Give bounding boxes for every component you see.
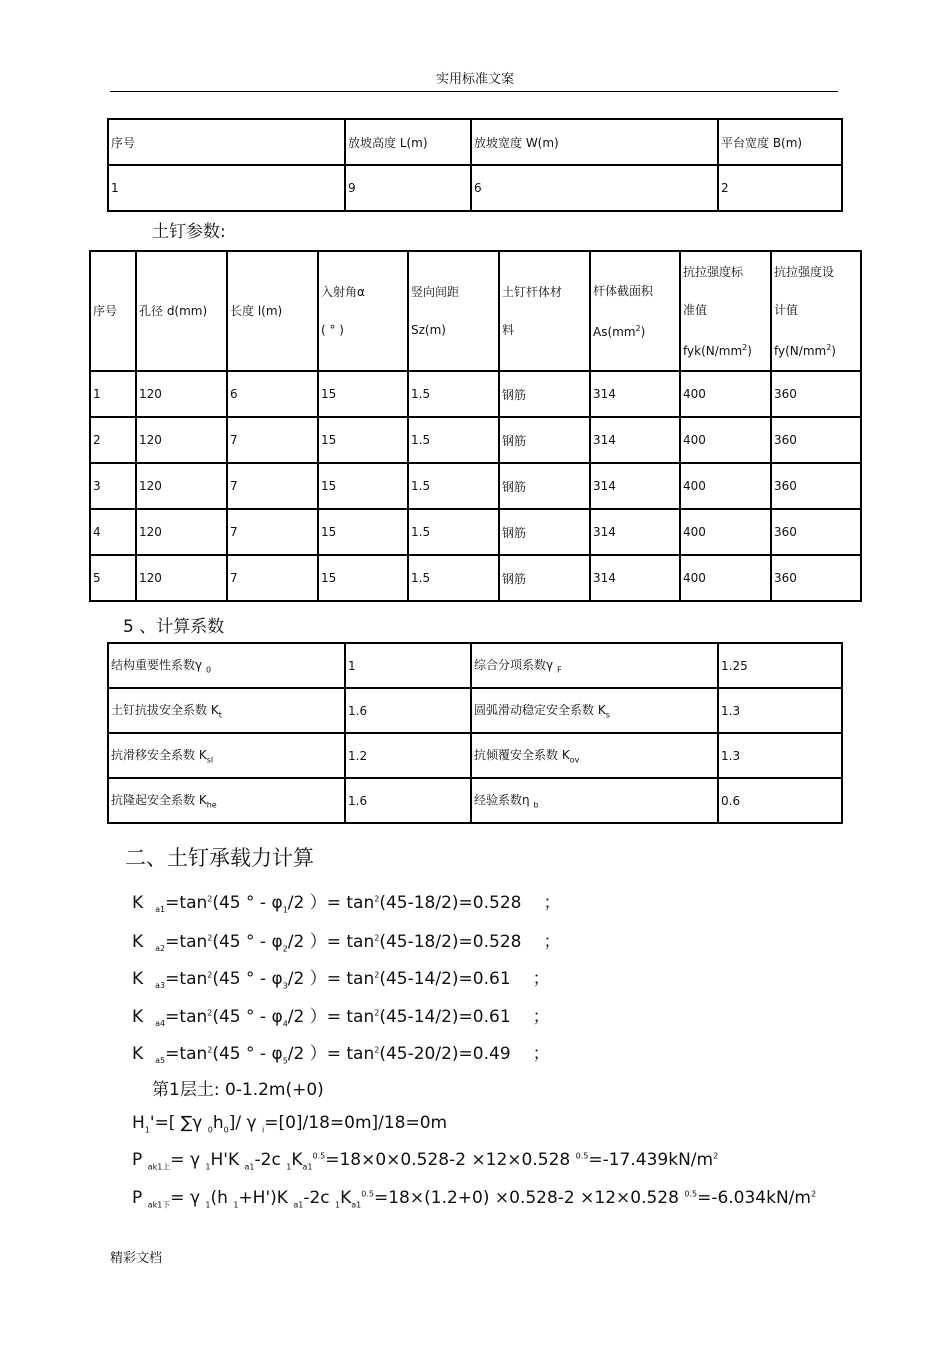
table-row <box>90 371 861 417</box>
table-cell: 314 <box>590 417 680 463</box>
table-cell: 400 <box>680 463 771 509</box>
coef-symbol: K <box>210 703 219 718</box>
formula-p1-top <box>132 1150 718 1172</box>
subscript: 5 <box>282 1056 288 1066</box>
table-header-cell: 长度 l(m) <box>227 251 318 371</box>
subscript: s <box>605 710 610 720</box>
superscript: 0.5 <box>684 1189 698 1199</box>
table-cell: 15 <box>318 555 408 601</box>
table-cell: 120 <box>136 509 227 555</box>
formula-part: =-17.439kN/m <box>588 1150 714 1170</box>
table-cell: 7 <box>227 509 318 555</box>
subscript: a3 <box>155 981 166 991</box>
superscript: 2 <box>742 342 748 352</box>
table-cell: 1.3 <box>718 733 842 778</box>
subscript: 1 <box>205 1162 211 1172</box>
table-cell: 360 <box>771 463 861 509</box>
formula-part: P <box>132 1188 143 1208</box>
coef-symbol: K <box>198 748 207 763</box>
subscript: 1 <box>205 1200 211 1210</box>
table-cell: 1.2 <box>345 733 471 778</box>
superscript: 0.5 <box>312 1151 326 1161</box>
table-cell <box>108 643 345 688</box>
superscript: 2 <box>713 1151 719 1161</box>
ka-formula <box>132 1039 550 1065</box>
formula-part: ； <box>532 1007 550 1027</box>
table-cell: 1.5 <box>408 555 499 601</box>
header-text: fy(N/mm <box>774 343 827 358</box>
subscript: a2 <box>155 944 166 954</box>
formula-part: (45-18/2)=0.528 <box>379 932 522 952</box>
coef-label: 抗滑移安全系数 <box>111 748 196 763</box>
table-cell: 1.3 <box>718 688 842 733</box>
formula-part: ； <box>532 969 550 989</box>
page-header: 实用标准文案 <box>435 72 514 87</box>
subscript: a1 <box>293 1200 304 1210</box>
subscript: F <box>556 665 562 675</box>
formula-part: /2 ）= tan <box>287 932 375 952</box>
subscript: ov <box>569 755 580 765</box>
superscript: 2 <box>374 933 380 943</box>
table-cell: 120 <box>136 371 227 417</box>
subscript: 1 <box>144 1125 150 1135</box>
table-cell: 314 <box>590 463 680 509</box>
subscript: a1 <box>302 1162 313 1172</box>
superscript: 0.5 <box>361 1189 374 1199</box>
table-cell: 360 <box>771 509 861 555</box>
formula-part: (45 ° - φ <box>212 893 283 913</box>
superscript: 2 <box>374 1045 380 1055</box>
formula-h1 <box>132 1113 447 1134</box>
superscript: 2 <box>826 342 832 352</box>
table-header-cell: 平台宽度 B(m) <box>718 119 842 165</box>
table-cell <box>108 688 345 733</box>
table-cell <box>471 778 718 823</box>
formula-part: (45 ° - φ <box>212 969 283 989</box>
table-cell: 1 <box>345 643 471 688</box>
superscript: 2 <box>207 933 213 943</box>
coef-table <box>107 642 843 824</box>
subscript: 0 <box>207 1125 213 1135</box>
header-text: fyk(N/mm <box>683 343 743 358</box>
table-cell: 15 <box>318 509 408 555</box>
formula-part: K <box>132 932 144 952</box>
table-cell: 15 <box>318 371 408 417</box>
formula-part: =tan <box>165 932 208 952</box>
table-row <box>90 509 861 555</box>
formula-part: '=[ ∑γ <box>149 1113 208 1133</box>
table-row <box>108 778 842 823</box>
coef-label: 土钉抗拔安全系数 <box>111 703 208 718</box>
table-cell: 15 <box>318 417 408 463</box>
superscript: 2 <box>207 1008 213 1018</box>
formula-part: = γ <box>170 1150 206 1170</box>
formula-part: ； <box>543 932 561 952</box>
formula-part: =-6.034kN/m <box>697 1188 811 1208</box>
table-cell: 1.5 <box>408 463 499 509</box>
table-header-cell: 序号 <box>108 119 345 165</box>
coef-symbol: K <box>597 703 606 718</box>
table-cell: 钢筋 <box>499 417 590 463</box>
ka-formula <box>132 927 560 953</box>
table-cell: 5 <box>90 555 136 601</box>
header-text: 入射角α <box>321 285 365 299</box>
table-cell: 9 <box>345 165 471 211</box>
table-cell: 360 <box>771 371 861 417</box>
table-row <box>108 165 842 211</box>
table-cell: 1.5 <box>408 509 499 555</box>
table-cell: 314 <box>590 371 680 417</box>
superscript: 2 <box>207 894 213 904</box>
formula-part: K <box>132 1044 144 1064</box>
header-text: ) <box>640 324 646 339</box>
table-cell: 钢筋 <box>499 371 590 417</box>
table-header-cell <box>499 251 590 371</box>
header-rule <box>110 91 838 92</box>
coef-title: 5 、计算系数 <box>123 617 225 637</box>
formula-part: ； <box>532 1044 550 1064</box>
table-header-cell <box>680 251 771 371</box>
table-cell: 6 <box>227 371 318 417</box>
table-cell <box>108 733 345 778</box>
header-text: 抗拉强度设 <box>774 264 835 279</box>
formula-part: /2 ）= tan <box>287 1044 375 1064</box>
page-footer: 精彩文档 <box>110 1251 163 1266</box>
table-cell: 1.25 <box>718 643 842 688</box>
ka-formula <box>132 888 560 914</box>
table-header-cell <box>590 251 680 371</box>
table-header-cell <box>408 251 499 371</box>
slope-table <box>107 118 843 212</box>
formula-part: P <box>132 1150 143 1170</box>
header-text: 计值 <box>774 302 799 317</box>
header-text: ) <box>747 343 752 358</box>
table-row <box>108 119 842 165</box>
header-text: Sz(m) <box>411 323 446 337</box>
table-header-cell: 序号 <box>90 251 136 371</box>
table-cell: 360 <box>771 417 861 463</box>
subscript: 1 <box>233 1200 239 1210</box>
subscript: he <box>206 800 217 810</box>
table-cell: 120 <box>136 417 227 463</box>
ka-formula <box>132 1002 550 1028</box>
formula-part: -2c <box>303 1188 336 1208</box>
subscript: a1 <box>351 1200 362 1210</box>
table-row <box>108 643 842 688</box>
coef-label: 圆弧滑动稳定安全系数 <box>474 703 595 718</box>
superscript: 2 <box>374 894 380 904</box>
table-cell <box>471 643 718 688</box>
table-header-cell: 孔径 d(mm) <box>136 251 227 371</box>
table-cell: 7 <box>227 463 318 509</box>
subscript: i <box>261 1125 265 1135</box>
formula-part: K <box>132 969 144 989</box>
coef-label: 综合分项系数γ <box>474 658 554 673</box>
subscript: 0 <box>205 665 212 675</box>
subscript: ak1下 <box>147 1200 171 1210</box>
subscript: 1 <box>286 1162 292 1172</box>
superscript: 2 <box>374 970 380 980</box>
header-text: 杆体截面积 <box>593 283 654 298</box>
superscript: 2 <box>810 1189 817 1199</box>
coef-label: 经验系数η <box>474 793 530 808</box>
table-cell: 360 <box>771 555 861 601</box>
superscript: 2 <box>207 970 213 980</box>
formula-part: /2 ）= tan <box>287 969 375 989</box>
formula-part: -2c <box>254 1150 287 1170</box>
table-cell: 钢筋 <box>499 463 590 509</box>
table-cell: 1.5 <box>408 417 499 463</box>
table-header-row <box>90 251 861 371</box>
table-cell: 400 <box>680 371 771 417</box>
table-cell: 120 <box>136 463 227 509</box>
table-cell: 6 <box>471 165 718 211</box>
subscript: 1 <box>282 905 288 915</box>
subscript: 1 <box>335 1200 341 1210</box>
table-cell: 1.6 <box>345 688 471 733</box>
formula-part: =18×0×0.528-2 ×12×0.528 <box>325 1150 576 1170</box>
subscript: ak1上 <box>147 1162 171 1172</box>
table-cell: 120 <box>136 555 227 601</box>
subscript: a1 <box>155 905 166 915</box>
coef-label: 结构重要性系数γ <box>111 658 203 673</box>
table-cell: 314 <box>590 509 680 555</box>
header-text: ) <box>831 343 836 358</box>
table-cell: 1.6 <box>345 778 471 823</box>
formula-part: +H')K <box>238 1188 294 1208</box>
formula-part: (45-14/2)=0.61 <box>379 1007 511 1027</box>
subscript: 0 <box>223 1125 229 1135</box>
table-header-cell: 放坡高度 L(m) <box>345 119 471 165</box>
coef-symbol: K <box>198 793 207 808</box>
nail-table <box>89 250 862 602</box>
table-cell: 钢筋 <box>499 509 590 555</box>
table-cell: 1.5 <box>408 371 499 417</box>
table-header-cell: 放坡宽度 W(m) <box>471 119 718 165</box>
formula-part: (45-20/2)=0.49 <box>379 1044 511 1064</box>
header-text: 竖向间距 <box>411 285 460 299</box>
formula-part: =[0]/18=0m]/18=0m <box>264 1113 448 1133</box>
table-cell: 钢筋 <box>499 555 590 601</box>
formula-part: K <box>132 1007 144 1027</box>
subscript: b <box>533 800 539 810</box>
header-text: 抗拉强度标 <box>683 264 744 279</box>
formula-p1-bottom <box>132 1188 816 1210</box>
header-text: ( ° ) <box>321 323 344 337</box>
header-text: 准值 <box>683 302 708 317</box>
formula-part: (45 ° - φ <box>212 1007 283 1027</box>
coef-label: 抗隆起安全系数 <box>111 793 196 808</box>
table-cell: 400 <box>680 509 771 555</box>
table-row <box>108 688 842 733</box>
formula-part: =18×(1.2+0) ×0.528-2 ×12×0.528 <box>374 1188 685 1208</box>
subscript: 4 <box>282 1019 288 1029</box>
table-cell: 400 <box>680 417 771 463</box>
section-title: 二、土钉承载力计算 <box>125 846 314 870</box>
table-cell <box>471 688 718 733</box>
subscript: 3 <box>282 981 288 991</box>
table-cell <box>108 778 345 823</box>
coef-label: 抗倾覆安全系数 <box>474 748 559 763</box>
formula-part: (45-14/2)=0.61 <box>379 969 511 989</box>
formula-part: ； <box>543 893 561 913</box>
subscript: a4 <box>155 1019 166 1029</box>
header-text: 料 <box>502 323 515 337</box>
table-cell: 1 <box>90 371 136 417</box>
formula-part: (h <box>210 1188 234 1208</box>
subscript: 2 <box>282 944 288 954</box>
table-cell: 3 <box>90 463 136 509</box>
table-cell: 0.6 <box>718 778 842 823</box>
layer-label: 第1层土: 0-1.2m(+0) <box>152 1080 324 1100</box>
table-cell <box>471 733 718 778</box>
header-text: As(mm <box>593 324 636 339</box>
table-row <box>90 417 861 463</box>
subscript: a5 <box>155 1056 166 1066</box>
superscript: 2 <box>207 1045 213 1055</box>
formula-part: (45 ° - φ <box>212 932 283 952</box>
formula-part: =tan <box>165 893 208 913</box>
formula-part: (45-18/2)=0.528 <box>379 893 522 913</box>
formula-part: ]/ γ <box>228 1113 262 1133</box>
table-cell: 400 <box>680 555 771 601</box>
superscript: 2 <box>374 1008 380 1018</box>
superscript: 0.5 <box>575 1151 589 1161</box>
formula-part: /2 ）= tan <box>287 1007 375 1027</box>
table-header-cell <box>318 251 408 371</box>
formula-part: =tan <box>165 1044 208 1064</box>
formula-part: (45 ° - φ <box>212 1044 283 1064</box>
table-cell: 4 <box>90 509 136 555</box>
formula-part: H <box>132 1113 145 1133</box>
formula-part: = γ <box>170 1188 206 1208</box>
formula-part: K <box>340 1188 352 1208</box>
table-header-cell <box>771 251 861 371</box>
formula-part: =tan <box>165 1007 208 1027</box>
table-cell: 15 <box>318 463 408 509</box>
formula-part: /2 ）= tan <box>287 893 375 913</box>
table-cell: 2 <box>718 165 842 211</box>
formula-part: =tan <box>165 969 208 989</box>
formula-part: h <box>212 1113 224 1133</box>
nail-params-title: 土钉参数: <box>152 222 226 242</box>
subscript: sl <box>206 755 214 765</box>
superscript: 2 <box>635 323 641 333</box>
formula-part: K <box>291 1150 303 1170</box>
table-cell: 7 <box>227 555 318 601</box>
formula-part: H'K <box>210 1150 245 1170</box>
table-row <box>90 463 861 509</box>
header-text: 土钉杆体材 <box>502 285 563 299</box>
table-row <box>90 555 861 601</box>
table-cell: 314 <box>590 555 680 601</box>
table-cell: 2 <box>90 417 136 463</box>
table-row <box>108 733 842 778</box>
subscript: t <box>218 710 222 720</box>
subscript: a1 <box>244 1162 255 1172</box>
table-cell: 1 <box>108 165 345 211</box>
coef-symbol: K <box>561 748 570 763</box>
ka-formula <box>132 964 550 990</box>
table-cell: 7 <box>227 417 318 463</box>
formula-part: K <box>132 893 144 913</box>
